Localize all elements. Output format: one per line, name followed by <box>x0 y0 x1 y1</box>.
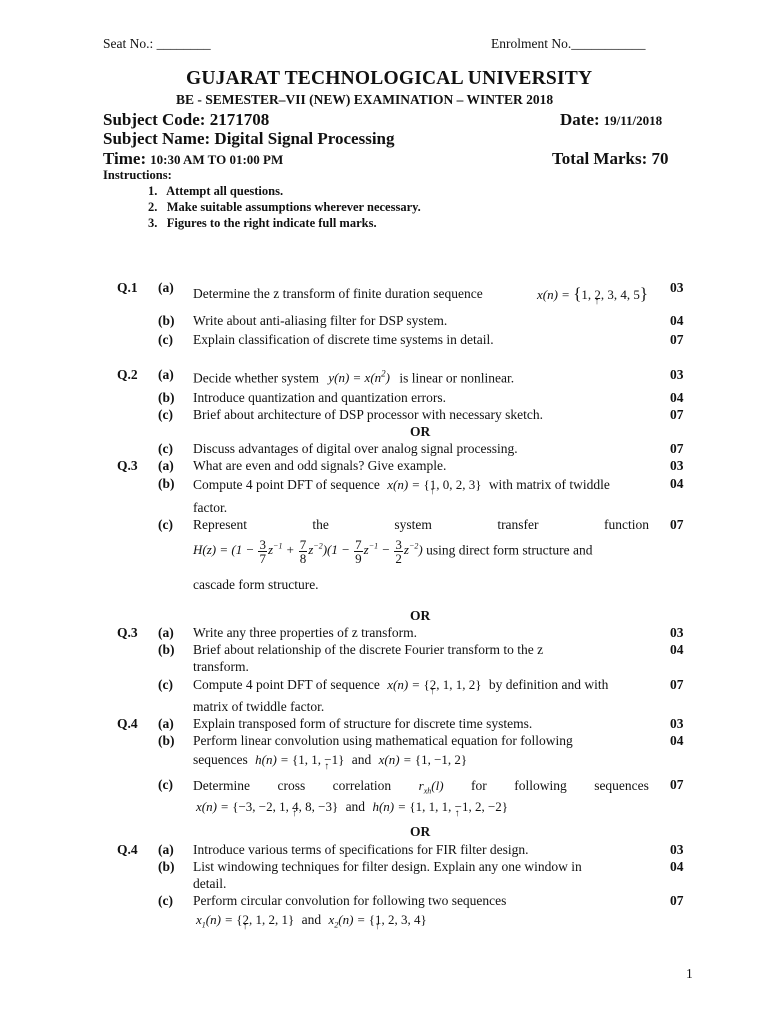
word: transfer <box>497 517 539 532</box>
question-number: Q.1 <box>117 280 138 295</box>
question-text-cont: detail. <box>193 876 227 891</box>
sequence-formula: $x_2(n) = \{1$ ↑, 2, 3, 4} <box>328 912 426 927</box>
word: Determine <box>193 778 250 793</box>
conjunction: and <box>351 752 372 767</box>
marks: 03 <box>670 458 684 473</box>
university-title: GUJARAT TECHNOLOGICAL UNIVERSITY <box>186 68 593 89</box>
or-separator: OR <box>410 424 431 439</box>
marks: 03 <box>670 280 684 295</box>
question-text: What are even and odd signals? Give example. <box>193 458 447 473</box>
or-separator: OR <box>410 608 431 623</box>
conjunction: and <box>301 912 322 927</box>
sequence-formula: x(n) = {2 ↑, 1, 1, 2} <box>387 677 481 692</box>
marks: 04 <box>670 733 684 748</box>
marks: 07 <box>670 332 684 347</box>
sequence-formula: h(n) = {1, 1, 1, −1 ↑, 2, −2} <box>372 799 508 814</box>
question-text-end: with matrix of twiddle <box>488 477 610 492</box>
question-text: Perform linear convolution using mathematical equation for following <box>193 733 573 748</box>
part-label: (c) <box>158 332 173 347</box>
marks: 07 <box>670 441 684 456</box>
part-label: (b) <box>158 642 175 657</box>
question-number: Q.2 <box>117 367 138 382</box>
part-label: (b) <box>158 313 175 328</box>
question-text <box>193 677 608 693</box>
marks: 04 <box>670 390 684 405</box>
marks: 07 <box>670 777 684 792</box>
page-number: 1 <box>686 966 693 981</box>
sequence-formula: $x_1(n) = \{2$ ↑, 1, 2, 1} <box>196 912 294 927</box>
question-text-start: Compute 4 point DFT of sequence <box>193 477 380 492</box>
question-text-end: is linear or nonlinear. <box>399 370 515 386</box>
subject-code: Subject Code: 2171708 <box>103 110 270 129</box>
system-formula: $y(n) = x(n^2)$ <box>328 369 390 386</box>
part-label: (c) <box>158 517 173 532</box>
marks: 07 <box>670 677 684 692</box>
word: correlation <box>332 778 392 793</box>
transfer-function-line <box>193 538 593 565</box>
part-label: (a) <box>158 367 174 382</box>
time-value: 10:30 AM TO 01:00 PM <box>150 152 284 167</box>
question-text-justified <box>193 517 649 533</box>
part-label: (b) <box>158 733 175 748</box>
instruction-number: 3. <box>148 216 158 230</box>
question-text-cont: cascade form structure. <box>193 577 319 592</box>
seat-no-field: Seat No.: ________ <box>103 36 211 51</box>
sequence-formula: h(n) = {1, 1, −1 ↑} <box>255 752 344 767</box>
question-text: Brief about relationship of the discrete Fourier transform to the z <box>193 642 544 657</box>
question-text-cont <box>196 912 427 930</box>
question-text <box>193 369 514 386</box>
part-label: (a) <box>158 842 174 857</box>
marks: 04 <box>670 859 684 874</box>
word: Represent <box>193 517 247 532</box>
instruction-item <box>148 184 283 199</box>
marks: 03 <box>670 625 684 640</box>
question-text: Explain transposed form of structure for discrete time systems. <box>193 716 533 731</box>
question-text-cont: transform. <box>193 659 249 674</box>
part-label: (c) <box>158 893 173 908</box>
transfer-function-formula: H(z) = (1 − $\frac{3}{7}$ $z^{-1}$ + $\frac{7}{8}$ $z^{-2})(1$ − $\frac{7}{9}$ $z^{-1}$ − $\frac{3}{2}$ $z^{-2}$) <box>193 537 423 566</box>
question-text: Perform circular convolution for following two sequences <box>193 893 507 908</box>
part-label: (c) <box>158 407 173 422</box>
question-text: Write about anti-aliasing filter for DSP system. <box>193 313 448 328</box>
instruction-number: 2. <box>148 200 158 214</box>
word: sequences <box>594 778 649 793</box>
question-text: Discuss advantages of digital over analog signal processing. <box>193 441 518 456</box>
marks: 07 <box>670 407 684 422</box>
correlation-symbol: $r_{xh}(l)$ <box>418 778 444 796</box>
sequence-formula: x(n) = {1, 2 ↑, 3, 4, 5} <box>537 284 648 304</box>
word: cross <box>277 778 306 793</box>
part-label: (b) <box>158 390 175 405</box>
question-text-cont <box>193 752 467 768</box>
part-label: (a) <box>158 716 174 731</box>
question-number: Q.3 <box>117 458 138 473</box>
word: system <box>394 517 432 532</box>
marks: 04 <box>670 642 684 657</box>
instructions-label: Instructions: <box>103 168 172 182</box>
word: following <box>514 778 567 793</box>
sequence-formula: x(n) = {−3, −2, 1, 4 ↑, 8, −3} <box>196 799 338 814</box>
question-text: Introduce various terms of specifications for FIR filter design. <box>193 842 529 857</box>
part-label: (a) <box>158 458 174 473</box>
question-text: Write any three properties of z transform. <box>193 625 417 640</box>
word: for <box>471 778 487 793</box>
sequence-formula: x(n) = {1, −1, 2} <box>378 752 468 767</box>
instruction-item <box>148 216 377 231</box>
question-number: Q.3 <box>117 625 138 640</box>
word: function <box>603 517 649 532</box>
part-label: (a) <box>158 280 174 295</box>
instruction-item <box>148 200 421 215</box>
part-label: (a) <box>158 625 174 640</box>
subject-name: Subject Name: Digital Signal Processing <box>103 129 395 148</box>
word: the <box>312 517 329 532</box>
exam-line: BE - SEMESTER–VII (NEW) EXAMINATION – WINTER 2018 <box>176 92 554 107</box>
marks: 03 <box>670 367 684 382</box>
part-label: (c) <box>158 777 173 792</box>
question-text <box>193 477 610 493</box>
question-text: List windowing techniques for filter design. Explain any one window in <box>193 859 582 874</box>
or-separator: OR <box>410 824 431 839</box>
total-marks: Total Marks: 70 <box>552 149 669 168</box>
instruction-number: 1. <box>148 184 158 198</box>
question-text-cont: matrix of twiddle factor. <box>193 699 325 714</box>
question-text: Determine the z transform of finite duration sequence <box>193 286 483 301</box>
conjunction: and <box>345 799 366 814</box>
exam-date <box>560 110 662 130</box>
date-value: 19/11/2018 <box>603 113 663 128</box>
question-text-end: by definition and with <box>488 677 609 692</box>
question-number: Q.4 <box>117 716 138 731</box>
question-text-cont: factor. <box>193 500 228 515</box>
marks: 07 <box>670 893 684 908</box>
exam-time <box>103 149 283 169</box>
marks: 04 <box>670 313 684 328</box>
question-text-start: Compute 4 point DFT of sequence <box>193 677 380 692</box>
part-label: (c) <box>158 441 173 456</box>
enrolment-no-field: Enrolment No.___________ <box>491 36 646 51</box>
question-text: Explain classification of discrete time systems in detail. <box>193 332 494 347</box>
marks: 04 <box>670 476 684 491</box>
question-text-start: Decide whether system <box>193 370 319 386</box>
time-label: Time: <box>103 149 147 168</box>
instruction-text: Make suitable assumptions wherever necessary. <box>166 200 421 214</box>
question-number: Q.4 <box>117 842 138 857</box>
part-label: (b) <box>158 859 175 874</box>
question-text-justified <box>193 778 649 796</box>
marks: 03 <box>670 716 684 731</box>
part-label: (b) <box>158 476 175 491</box>
instruction-text: Attempt all questions. <box>166 184 284 198</box>
marks: 03 <box>670 842 684 857</box>
instruction-text: Figures to the right indicate full marks. <box>166 216 377 230</box>
question-text-end: using direct form structure and <box>426 542 593 558</box>
question-text: Introduce quantization and quantization errors. <box>193 390 447 405</box>
marks: 07 <box>670 517 684 532</box>
date-label: Date: <box>560 110 600 129</box>
part-label: (c) <box>158 677 173 692</box>
sequence-formula: x(n) = {1 ↑, 0, 2, 3} <box>387 477 481 492</box>
question-text-start: sequences <box>193 752 248 767</box>
question-text: Brief about architecture of DSP processor with necessary sketch. <box>193 407 544 422</box>
question-text-cont <box>196 799 508 815</box>
